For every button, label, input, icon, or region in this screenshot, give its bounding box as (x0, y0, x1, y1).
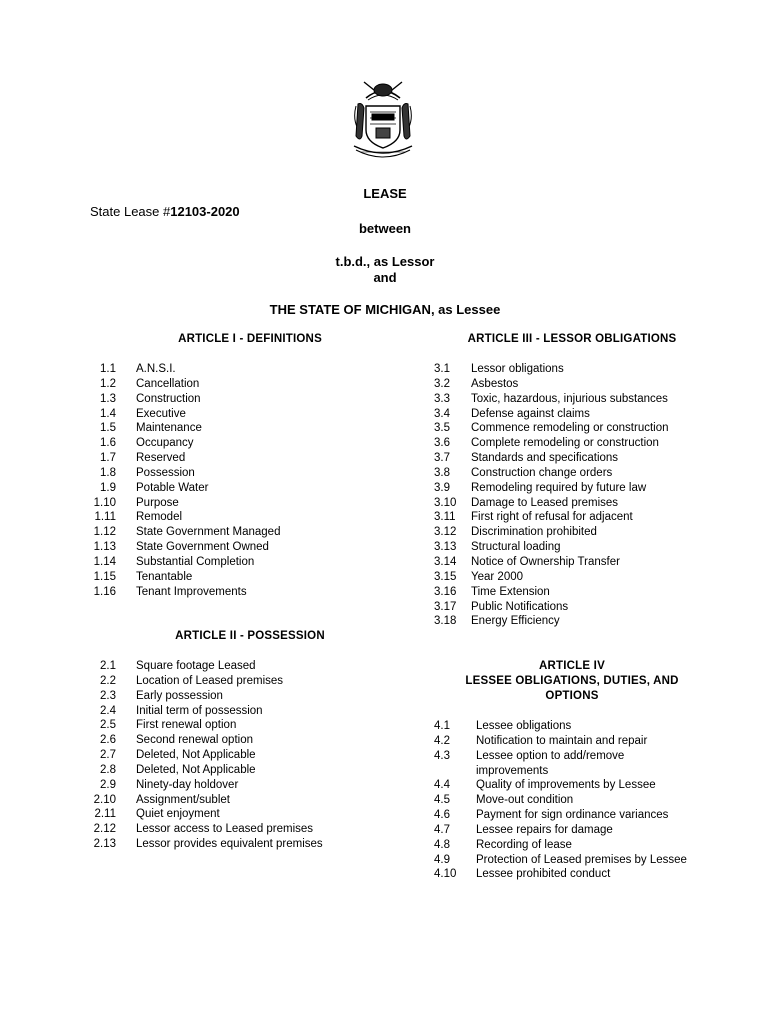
toc-item (434, 823, 687, 838)
article-4-heading (434, 659, 710, 704)
toc-item-number: 1.16 (93, 585, 116, 598)
toc-item-number: 3.15 (434, 570, 457, 583)
toc-item (90, 540, 280, 555)
toc-item-number: 1.9 (100, 481, 116, 494)
between-text: between (358, 221, 411, 236)
article-4-heading-line1: ARTICLE IV (539, 660, 605, 672)
toc-item-number: 2.4 (100, 704, 116, 717)
toc-item-text: Possession (136, 466, 195, 479)
toc-item-number: 2.3 (100, 689, 116, 702)
document-title: LEASE (363, 186, 407, 201)
toc-item-text: Executive (136, 407, 186, 420)
toc-item-number: 1.4 (100, 407, 116, 420)
toc-item (90, 407, 280, 422)
toc-item (90, 733, 323, 748)
toc-item-text: State Government Managed (136, 526, 281, 539)
toc-item-number: 4.3 (434, 749, 450, 762)
toc-item (434, 614, 669, 629)
article-2-heading: ARTICLE II - POSSESSION (175, 630, 325, 642)
toc-item (90, 763, 323, 778)
toc-item-number: 1.1 (100, 363, 116, 375)
toc-item-text: Damage to Leased premises (471, 496, 619, 509)
toc-item-text: Notice of Ownership Transfer (471, 555, 620, 568)
toc-item-text: Public Notifications (471, 600, 569, 613)
toc-item-text: Notification to maintain and repair (476, 734, 648, 747)
toc-item-number: 2.1 (100, 660, 116, 672)
toc-item-number: 2.2 (100, 674, 116, 687)
toc-item (434, 362, 669, 377)
toc-item-number: 1.11 (94, 511, 116, 524)
article-4-heading-line3: OPTIONS (545, 690, 599, 702)
toc-item (434, 466, 669, 481)
toc-item-text: Tenant Improvements (136, 585, 247, 598)
toc-item-number: 3.6 (434, 437, 450, 450)
toc-item-number: 4.2 (434, 734, 450, 747)
toc-item-number: 1.5 (100, 422, 116, 435)
toc-item-text: Location of Leased premises (136, 674, 284, 687)
toc-item-text: Energy Efficiency (471, 615, 560, 628)
article-3-heading: ARTICLE III - LESSOR OBLIGATIONS (467, 333, 677, 345)
toc-item-number: 1.12 (93, 526, 116, 539)
toc-item-text: Quality of improvements by Lessee (476, 779, 656, 792)
toc-item-text: Reserved (136, 452, 186, 465)
toc-item (90, 793, 323, 808)
toc-item-text: Standards and specifications (471, 452, 619, 465)
toc-item-text: Substantial Completion (136, 555, 255, 568)
toc-item-text: Lessor obligations (471, 363, 564, 375)
toc-item-text: Deleted, Not Applicable (136, 749, 256, 762)
toc-item (434, 421, 669, 436)
toc-item-number: 2.12 (93, 823, 116, 836)
toc-item-number: 3.9 (434, 481, 450, 494)
toc-item-text: Square footage Leased (136, 660, 256, 672)
toc-item (434, 496, 669, 511)
toc-item-number: 1.2 (100, 377, 116, 390)
toc-item-number: 4.7 (434, 823, 450, 836)
toc-item (90, 689, 323, 704)
toc-item-text: Cancellation (136, 377, 200, 390)
toc-item (434, 734, 687, 749)
toc-item (434, 525, 669, 540)
toc-item-text: Lessee obligations (476, 720, 572, 732)
toc-item (90, 778, 323, 793)
toc-item-text: A.N.S.I. (136, 363, 176, 375)
toc-item-number: 2.13 (93, 838, 116, 851)
toc-item-number: 3.17 (434, 600, 457, 613)
toc-item-text: Defense against claims (471, 407, 590, 420)
toc-item-text: Year 2000 (471, 570, 524, 583)
toc-item-text: Construction (136, 392, 201, 405)
toc-item (434, 719, 687, 734)
and-text: and (373, 270, 397, 285)
toc-item-number: 2.7 (100, 749, 116, 762)
toc-item (90, 510, 280, 525)
toc-item-number: 2.8 (100, 763, 116, 776)
toc-item-text: Remodel (136, 511, 183, 524)
toc-item-text: Asbestos (471, 377, 519, 390)
toc-item-text: Toxic, hazardous, injurious substances (471, 392, 668, 405)
toc-item-number: 3.8 (434, 466, 450, 479)
toc-item-number: 3.7 (434, 452, 450, 465)
toc-item-text: Maintenance (136, 422, 202, 435)
toc-item (90, 377, 280, 392)
toc-item (434, 510, 669, 525)
toc-item-text: Structural loading (471, 541, 561, 554)
toc-item-text: Lessee repairs for damage (476, 823, 613, 836)
toc-item-number: 3.10 (434, 496, 457, 509)
toc-item (90, 570, 280, 585)
article-1-list (90, 362, 280, 600)
toc-item-text: Occupancy (136, 437, 194, 450)
toc-item (434, 867, 687, 882)
toc-item (90, 748, 323, 763)
toc-item-text: Lessor access to Leased premises (136, 823, 314, 836)
toc-item (434, 555, 669, 570)
toc-item-text: Time Extension (471, 585, 550, 598)
toc-item-text: Recording of lease (476, 838, 572, 851)
toc-item-text: Early possession (136, 689, 223, 702)
toc-item-number: 1.14 (93, 555, 116, 568)
toc-item-number: 1.3 (100, 392, 116, 405)
toc-item (434, 540, 669, 555)
toc-item-number: 1.6 (100, 437, 116, 450)
toc-item-number: 1.15 (93, 570, 116, 583)
toc-item-number: 4.5 (434, 794, 450, 807)
toc-item (90, 837, 323, 852)
toc-item (90, 585, 280, 600)
toc-item-text: Lessor provides equivalent premises (136, 838, 323, 851)
toc-item-number: 3.1 (434, 363, 450, 375)
toc-item (434, 407, 669, 422)
toc-item-number: 3.3 (434, 392, 450, 405)
toc-item-number: 2.5 (100, 719, 116, 732)
toc-item (90, 807, 323, 822)
toc-item (90, 466, 280, 481)
toc-item (90, 421, 280, 436)
toc-item-number: 4.9 (434, 853, 450, 866)
toc-item (90, 718, 323, 733)
toc-item-number: 4.6 (434, 809, 450, 822)
toc-item (90, 496, 280, 511)
toc-item (434, 377, 669, 392)
toc-item-text: Deleted, Not Applicable (136, 763, 256, 776)
toc-item (434, 585, 669, 600)
toc-item-text: Complete remodeling or construction (471, 437, 659, 450)
toc-item-text: Remodeling required by future law (471, 481, 647, 494)
article-2-list (90, 659, 323, 852)
toc-item (434, 481, 669, 496)
toc-item-number: 4.10 (434, 868, 457, 881)
lease-label: State Lease # (90, 204, 171, 219)
toc-item-number: 3.5 (434, 422, 450, 435)
toc-item (434, 793, 687, 808)
toc-item (90, 525, 280, 540)
toc-item (90, 555, 280, 570)
toc-item-number: 2.9 (100, 778, 116, 791)
toc-item-number: 2.11 (94, 808, 116, 821)
lease-number-line (90, 204, 240, 219)
toc-item (90, 451, 280, 466)
toc-item-text: Quiet enjoyment (136, 808, 220, 821)
toc-item (434, 392, 669, 407)
toc-item-number: 3.13 (434, 541, 457, 554)
toc-item-text: Second renewal option (136, 734, 253, 747)
article-1-heading: ARTICLE I - DEFINITIONS (178, 333, 322, 345)
toc-item-text: Discrimination prohibited (471, 526, 597, 539)
toc-item-number: 3.2 (434, 377, 450, 390)
toc-item-text: First right of refusal for adjacent (471, 511, 633, 524)
toc-item-text: Move-out condition (476, 794, 574, 807)
toc-item (90, 704, 323, 719)
toc-item (90, 659, 323, 674)
toc-item-text: Protection of Leased premises by Lessee (476, 853, 687, 866)
toc-item (434, 749, 676, 779)
lease-number: 12103-2020 (170, 204, 240, 219)
toc-item-text: First renewal option (136, 719, 237, 732)
toc-item (434, 853, 687, 868)
toc-item-text: Initial term of possession (136, 704, 263, 717)
toc-item-text: Tenantable (136, 570, 193, 583)
toc-item-number: 2.6 (100, 734, 116, 747)
toc-item-number: 3.4 (434, 407, 450, 420)
toc-item-text: Assignment/sublet (136, 793, 230, 806)
toc-item-number: 1.7 (100, 452, 116, 465)
article-4-list (434, 719, 687, 882)
toc-item (90, 362, 280, 377)
toc-item (434, 451, 669, 466)
toc-item-text: Potable Water (136, 481, 209, 494)
toc-item-number: 1.10 (93, 496, 116, 509)
toc-item (90, 481, 280, 496)
toc-item-text: State Government Owned (136, 541, 269, 554)
toc-item-number: 3.12 (434, 526, 457, 539)
toc-item-text: Commence remodeling or construction (471, 422, 669, 435)
lessor-line: t.b.d., as Lessor (335, 254, 435, 269)
article-4-heading-line2: LESSEE OBLIGATIONS, DUTIES, AND (465, 675, 679, 687)
lessee-line: THE STATE OF MICHIGAN, as Lessee (269, 302, 501, 317)
toc-item-number: 3.18 (434, 615, 457, 628)
toc-item-number: 3.16 (434, 585, 457, 598)
toc-item-number: 4.8 (434, 838, 450, 851)
toc-item (434, 778, 687, 793)
toc-item-text: Lessee prohibited conduct (476, 868, 611, 881)
toc-item-text: Ninety-day holdover (136, 778, 239, 791)
toc-item-text: Lessee option to add/remove improvements (476, 749, 625, 777)
state-seal-icon (346, 76, 420, 166)
toc-item-number: 4.1 (434, 720, 450, 732)
toc-item (434, 808, 687, 823)
toc-item-number: 3.14 (434, 555, 457, 568)
toc-item-number: 2.10 (93, 793, 116, 806)
toc-item (434, 436, 669, 451)
toc-item (434, 600, 669, 615)
article-3-list (434, 362, 669, 629)
toc-item-number: 4.4 (434, 779, 450, 792)
toc-item (90, 436, 280, 451)
toc-item (434, 570, 669, 585)
toc-item-text: Payment for sign ordinance variances (476, 809, 669, 822)
toc-item (434, 838, 687, 853)
toc-item-number: 1.13 (93, 541, 116, 554)
toc-item-number: 3.11 (434, 511, 456, 524)
toc-item-number: 1.8 (100, 466, 116, 479)
toc-item (90, 822, 323, 837)
toc-item (90, 674, 323, 689)
toc-item-text: Purpose (136, 496, 179, 509)
toc-item-text: Construction change orders (471, 466, 613, 479)
toc-item (90, 392, 280, 407)
